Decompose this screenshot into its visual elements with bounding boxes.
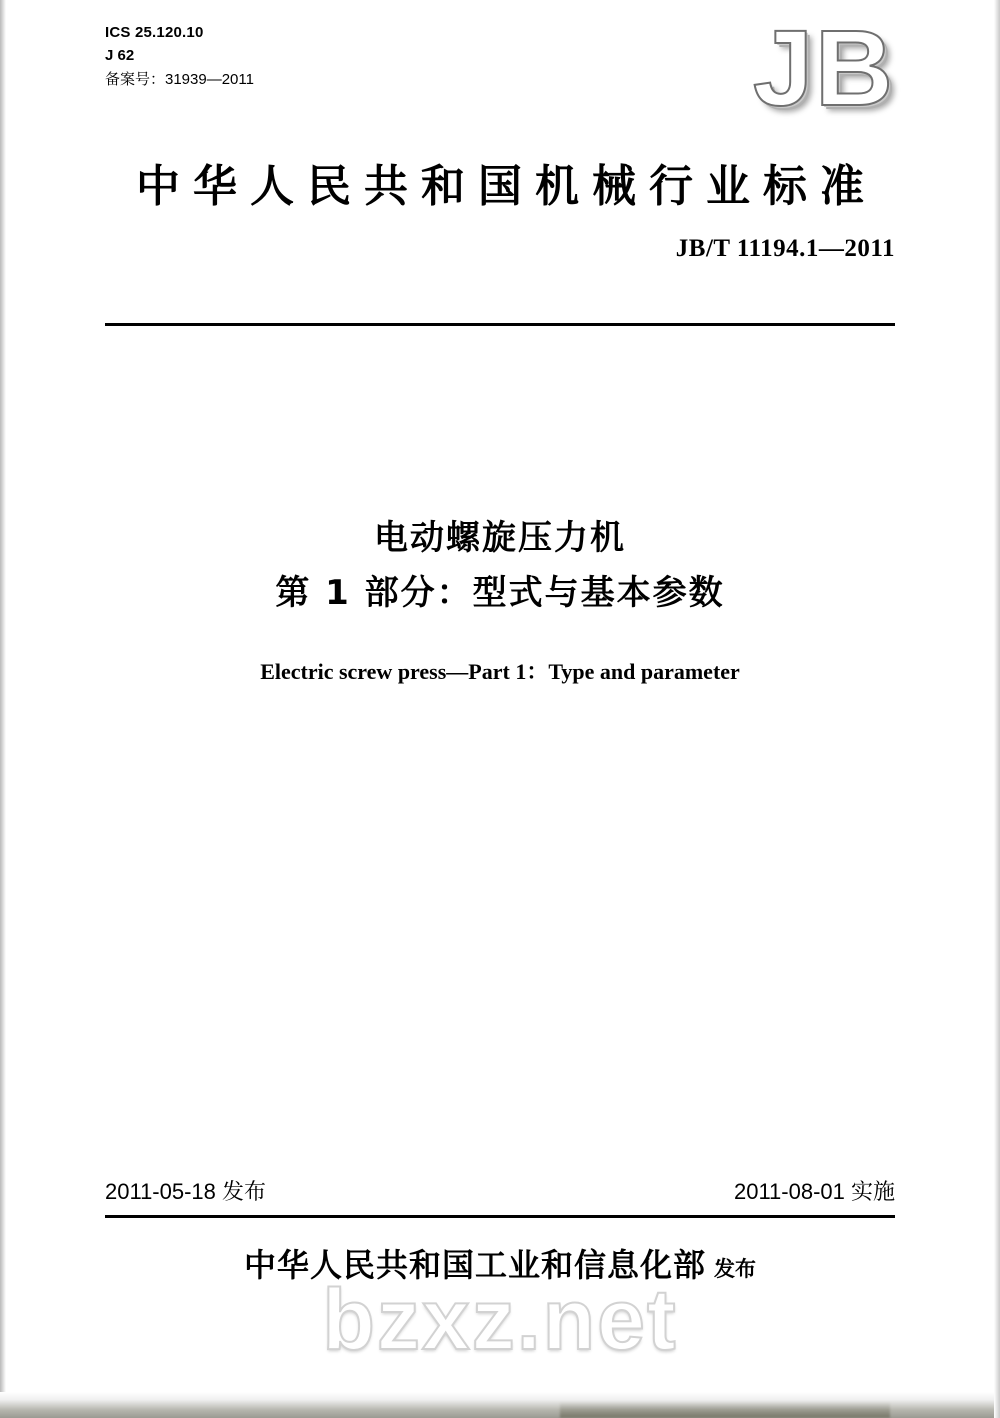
record-number: 备案号：31939—2011 — [105, 71, 254, 88]
publisher-line — [0, 1240, 1000, 1286]
classification-code: J 62 — [105, 46, 135, 64]
publisher-name: 中华人民共和国工业和信息化部 — [243, 1246, 706, 1284]
standard-number: JB/T 11194.1—2011 — [675, 235, 895, 262]
ics-code: ICS 25.120.10 — [105, 24, 204, 41]
document-subtitle-cn: 第 1 部分：型式与基本参数 — [275, 573, 725, 613]
footer-divider — [105, 1215, 895, 1218]
publisher-verb: 发布 — [714, 1257, 756, 1281]
national-standard-title: 中华人民共和国机械行业标准 — [136, 161, 877, 212]
document-title-cn: 电动螺旋压力机 — [374, 518, 626, 558]
document-title-en: Electric screw press—Part 1：Type and parameter — [260, 659, 740, 684]
page-edge-smudge — [560, 1402, 890, 1418]
implementation-date: 2011-08-01 实施 — [733, 1179, 895, 1204]
issue-date: 2011-05-18 发布 — [105, 1179, 267, 1204]
ics-metadata-block — [105, 22, 254, 92]
watermark-text: bzxz.net — [322, 1272, 678, 1368]
header-divider — [105, 323, 895, 326]
jb-logo: JB — [752, 7, 895, 128]
page-bottom-edge — [0, 1392, 1000, 1418]
